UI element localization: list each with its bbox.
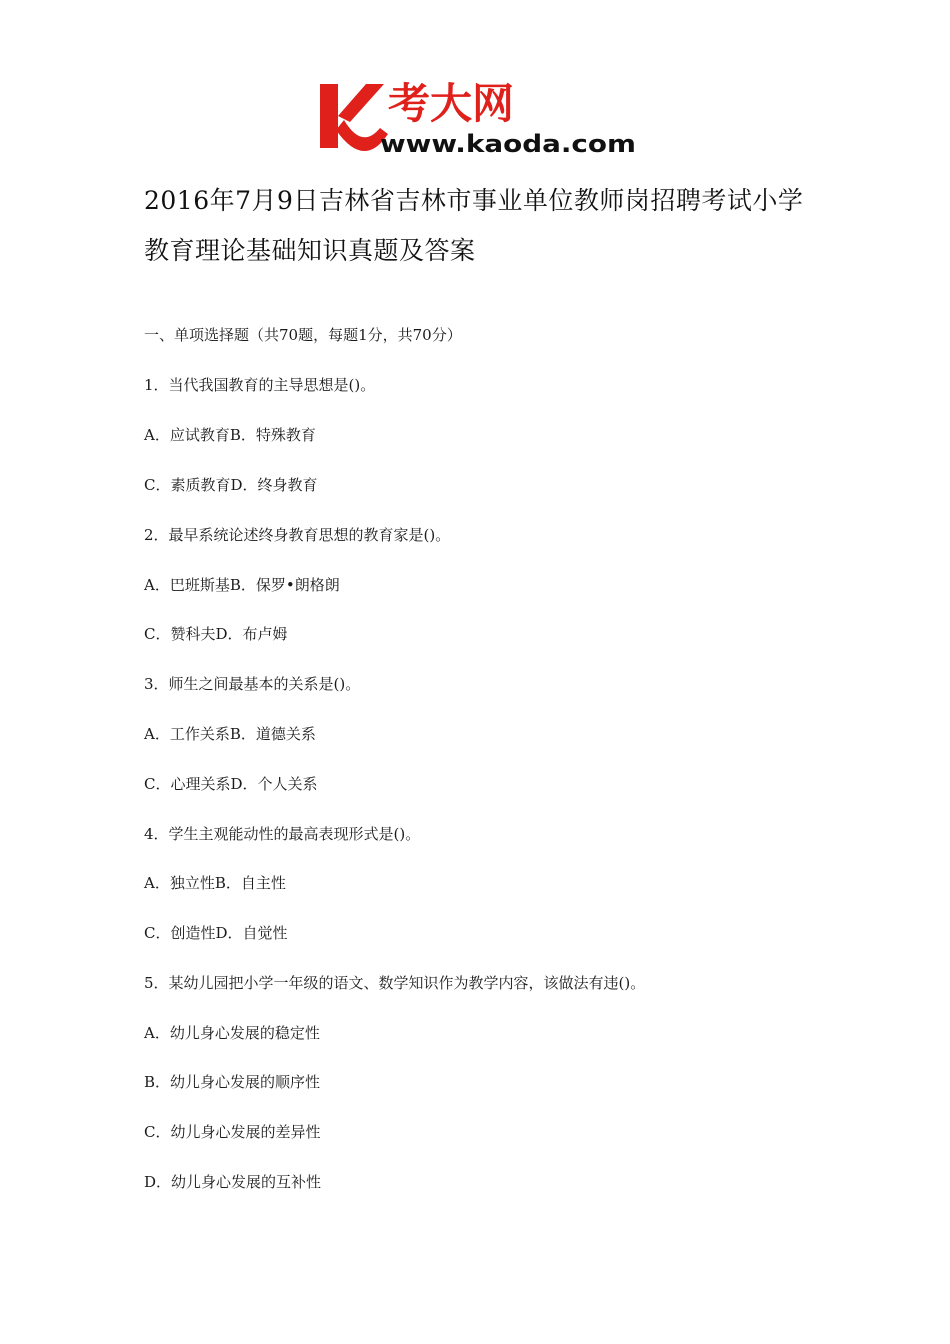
question-3-options-cd: C．心理关系D．个人关系 <box>144 775 318 793</box>
question-5-option-b: B．幼儿身心发展的顺序性 <box>144 1073 321 1091</box>
logo-k-mark <box>320 84 388 151</box>
question-3-options-ab: A．工作关系B．道德关系 <box>144 725 316 743</box>
question-4-options-ab: A．独立性B．自主性 <box>144 874 286 892</box>
document-title: 2016年7月9日吉林省吉林市事业单位教师岗招聘考试小学教育理论基础知识真题及答案 <box>144 186 804 265</box>
kaoda-logo-graphic <box>318 78 638 158</box>
question-1: 1．当代我国教育的主导思想是()。 <box>144 376 376 394</box>
question-1-options-ab: A．应试教育B．特殊教育 <box>144 426 316 444</box>
question-3: 3．师生之间最基本的关系是()。 <box>144 675 361 693</box>
question-5: 5．某幼儿园把小学一年级的语文、数学知识作为教学内容，该做法有违()。 <box>144 974 646 992</box>
logo-cn-text: 考大网 <box>388 79 515 128</box>
question-5-option-d: D．幼儿身心发展的互补性 <box>144 1173 322 1191</box>
question-5-option-c: C．幼儿身心发展的差异性 <box>144 1123 321 1141</box>
kaoda-logo <box>318 78 638 158</box>
question-2-options-cd: C．赞科夫D．布卢姆 <box>144 625 288 643</box>
logo-url-text: www.kaoda.com <box>380 130 636 158</box>
section-heading: 一、单项选择题（共70题，每题1分，共70分） <box>144 326 462 344</box>
question-2: 2．最早系统论述终身教育思想的教育家是()。 <box>144 526 451 544</box>
question-1-options-cd: C．素质教育D．终身教育 <box>144 476 318 494</box>
question-4-options-cd: C．创造性D．自觉性 <box>144 924 288 942</box>
question-2-options-ab: A．巴班斯基B．保罗•朗格朗 <box>144 576 340 594</box>
question-4: 4．学生主观能动性的最高表现形式是()。 <box>144 825 421 843</box>
question-5-option-a: A．幼儿身心发展的稳定性 <box>144 1024 320 1042</box>
